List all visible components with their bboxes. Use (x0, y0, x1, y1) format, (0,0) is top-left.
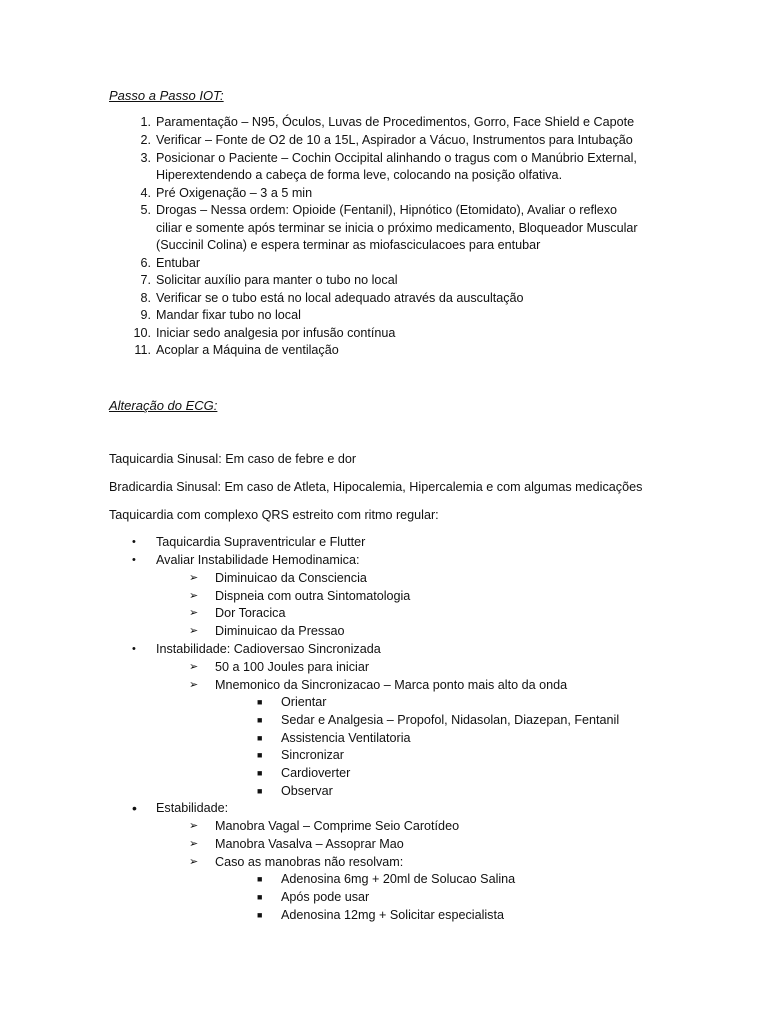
document-page: Passo a Passo IOT: 1. Paramentação – N95, Óculos, Luvas de Procedimentos, Gorro, Face Shield e Capote 2. Verificar – Fonte de O2 de 10 a 15L, Aspirador a Vácuo, Instrumentos para Intubação 3. Posicionar o Paciente – Cochin Occipital alinhando o tragus com o Manúbrio External, Hiperextendendo a cabeça de forma leve, colocando na posição olfativa. 4. Pré Oxigenação – 3 a 5 min 5. Drogas – Nessa ordem: Opioide (Fentanil), Hipnótico (Etomidato), Avaliar o reflexo ciliar e somente após terminar se inicia o próximo medicamento, Bloqueador Muscular (Succinil Colina) e espera terminar as miofasciculacoes para entubar 6. Entubar 7. Solicitar auxílio para manter o tubo no local 8. Verificar se o tubo está no local adequado através da auscultação 9. Mandar fixar tubo no local 10. Iniciar sedo analgesia por infusão contínua 11. Acoplar a Máquina de ventilação Alteração do ECG: Taquicardia Sinusal: Em caso de febre e dor Bradicardia Sinusal: Em caso de Atleta, Hipocalemia, Hipercalemia e com algumas medicações Taquicardia com complexo QRS estreito com ritmo regular: • Taquicardia Supraventricular e Flutter • Avaliar Instabilidade Hemodinamica: ➢ Diminuicao da Consciencia ➢ Dispneia com outra Sintomatologia ➢ Dor Toracica ➢ Diminuicao da Pressao • Instabilidade: Cadioversao Sincronizada ➢ 50 a 100 Joules para iniciar ➢ Mnemonico da Sincronizacao – Marca ponto mais alto da onda ■ Orientar ■ Sedar e Analgesia – Propofol, Nidasolan, Diazepan, Fentanil ■ Assistencia Ventilatoria ■ Sincronizar ■ Cardioverter ■ Observar • Estabilidade: ➢ Manobra Vagal – Comprime Seio Carotídeo ➢ Manobra Vasalva – Assoprar Mao ➢ Caso as manobras não resolvam: ■ Adenosina 6mg + 20ml de Solucao Salina ■ Após pode usar ■ Adenosina 12mg + Solicitar especialista (109, 88, 643, 922)
section-title-ecg: Alteração do ECG: (109, 398, 218, 413)
qrs-title-text: Taquicardia com complexo QRS estreito com ritmo regular: (109, 508, 439, 522)
bradicardia-sinusal-text: Bradicardia Sinusal: Em caso de Atleta, Hipocalemia, Hipercalemia e com algumas medicações (109, 480, 643, 494)
taquicardia-sinusal-text: Taquicardia Sinusal: Em caso de febre e dor (109, 452, 357, 466)
section-title-iot: Passo a Passo IOT: (109, 88, 224, 103)
